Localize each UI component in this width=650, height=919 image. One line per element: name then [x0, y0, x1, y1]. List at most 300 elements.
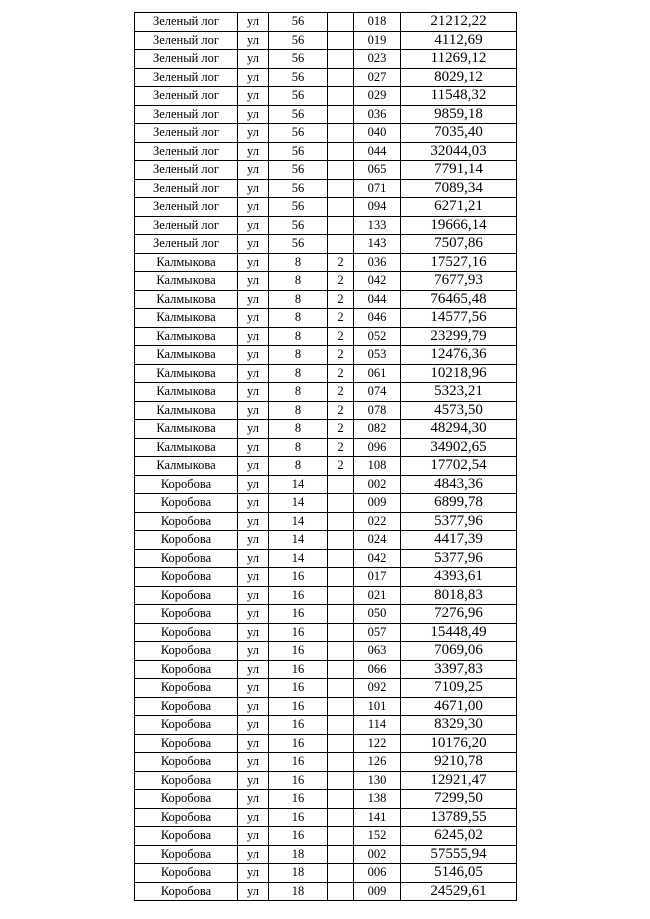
house-number-cell: 8 — [269, 346, 328, 365]
building-number-cell — [328, 771, 354, 790]
house-number-cell: 16 — [269, 790, 328, 809]
building-number-cell — [328, 198, 354, 217]
amount-cell: 9210,78 — [401, 753, 517, 772]
house-number-cell: 18 — [269, 882, 328, 901]
amount-cell: 5323,21 — [401, 383, 517, 402]
apartment-number-cell: 082 — [354, 420, 401, 439]
apartment-number-cell: 052 — [354, 327, 401, 346]
apartment-number-cell: 061 — [354, 364, 401, 383]
table-row — [135, 161, 517, 180]
apartment-number-cell: 021 — [354, 586, 401, 605]
table-row — [135, 623, 517, 642]
street-name-cell: Коробова — [135, 790, 238, 809]
table-body — [135, 13, 517, 901]
table-row — [135, 475, 517, 494]
street-name-cell: Зеленый лог — [135, 235, 238, 254]
street-type-cell: ул — [238, 198, 269, 217]
street-type-cell: ул — [238, 124, 269, 143]
table-row — [135, 864, 517, 883]
amount-cell: 23299,79 — [401, 327, 517, 346]
table-row — [135, 568, 517, 587]
table-row — [135, 105, 517, 124]
building-number-cell — [328, 623, 354, 642]
street-name-cell: Коробова — [135, 586, 238, 605]
apartment-number-cell: 065 — [354, 161, 401, 180]
table-row — [135, 438, 517, 457]
apartment-number-cell: 044 — [354, 290, 401, 309]
table-row — [135, 383, 517, 402]
table-row — [135, 198, 517, 217]
house-number-cell: 8 — [269, 383, 328, 402]
street-type-cell: ул — [238, 68, 269, 87]
table-row — [135, 50, 517, 69]
street-type-cell: ул — [238, 716, 269, 735]
street-type-cell: ул — [238, 475, 269, 494]
apartment-number-cell: 036 — [354, 253, 401, 272]
house-number-cell: 16 — [269, 660, 328, 679]
street-type-cell: ул — [238, 623, 269, 642]
street-type-cell: ул — [238, 438, 269, 457]
amount-cell: 10176,20 — [401, 734, 517, 753]
apartment-number-cell: 006 — [354, 864, 401, 883]
building-number-cell — [328, 235, 354, 254]
building-number-cell — [328, 531, 354, 550]
table-row — [135, 697, 517, 716]
building-number-cell: 2 — [328, 346, 354, 365]
house-number-cell: 8 — [269, 438, 328, 457]
street-name-cell: Коробова — [135, 494, 238, 513]
apartment-number-cell: 002 — [354, 475, 401, 494]
table-row — [135, 716, 517, 735]
street-name-cell: Коробова — [135, 697, 238, 716]
apartment-number-cell: 143 — [354, 235, 401, 254]
street-type-cell: ул — [238, 235, 269, 254]
building-number-cell — [328, 512, 354, 531]
building-number-cell — [328, 716, 354, 735]
table-row — [135, 605, 517, 624]
house-number-cell: 16 — [269, 642, 328, 661]
apartment-number-cell: 009 — [354, 882, 401, 901]
street-name-cell: Зеленый лог — [135, 87, 238, 106]
house-number-cell: 56 — [269, 50, 328, 69]
street-name-cell: Коробова — [135, 660, 238, 679]
amount-cell: 6899,78 — [401, 494, 517, 513]
street-name-cell: Зеленый лог — [135, 161, 238, 180]
house-number-cell: 8 — [269, 364, 328, 383]
building-number-cell — [328, 808, 354, 827]
apartment-number-cell: 036 — [354, 105, 401, 124]
apartment-number-cell: 022 — [354, 512, 401, 531]
street-type-cell: ул — [238, 290, 269, 309]
street-type-cell: ул — [238, 457, 269, 476]
house-number-cell: 56 — [269, 179, 328, 198]
apartment-number-cell: 019 — [354, 31, 401, 50]
street-name-cell: Коробова — [135, 642, 238, 661]
street-name-cell: Коробова — [135, 568, 238, 587]
street-type-cell: ул — [238, 420, 269, 439]
house-number-cell: 16 — [269, 753, 328, 772]
building-number-cell — [328, 216, 354, 235]
apartment-number-cell: 114 — [354, 716, 401, 735]
building-number-cell: 2 — [328, 383, 354, 402]
apartment-number-cell: 024 — [354, 531, 401, 550]
building-number-cell: 2 — [328, 401, 354, 420]
building-number-cell — [328, 87, 354, 106]
apartment-number-cell: 096 — [354, 438, 401, 457]
table-row — [135, 586, 517, 605]
building-number-cell — [328, 475, 354, 494]
apartment-number-cell: 009 — [354, 494, 401, 513]
street-name-cell: Калмыкова — [135, 346, 238, 365]
street-name-cell: Калмыкова — [135, 420, 238, 439]
street-type-cell: ул — [238, 753, 269, 772]
apartment-number-cell: 130 — [354, 771, 401, 790]
street-name-cell: Зеленый лог — [135, 124, 238, 143]
table-row — [135, 790, 517, 809]
building-number-cell — [328, 124, 354, 143]
amount-cell: 5146,05 — [401, 864, 517, 883]
building-number-cell — [328, 827, 354, 846]
street-name-cell: Зеленый лог — [135, 216, 238, 235]
building-number-cell — [328, 864, 354, 883]
table-row — [135, 235, 517, 254]
amount-cell: 3397,83 — [401, 660, 517, 679]
amount-cell: 12476,36 — [401, 346, 517, 365]
house-number-cell: 16 — [269, 808, 328, 827]
house-number-cell: 56 — [269, 13, 328, 32]
amount-cell: 7069,06 — [401, 642, 517, 661]
amount-cell: 7791,14 — [401, 161, 517, 180]
amount-cell: 7276,96 — [401, 605, 517, 624]
house-number-cell: 56 — [269, 216, 328, 235]
apartment-number-cell: 071 — [354, 179, 401, 198]
amount-cell: 8018,83 — [401, 586, 517, 605]
street-type-cell: ул — [238, 679, 269, 698]
table-row — [135, 13, 517, 32]
street-name-cell: Зеленый лог — [135, 68, 238, 87]
amount-cell: 10218,96 — [401, 364, 517, 383]
street-name-cell: Зеленый лог — [135, 179, 238, 198]
street-name-cell: Зеленый лог — [135, 13, 238, 32]
street-type-cell: ул — [238, 512, 269, 531]
street-name-cell: Зеленый лог — [135, 142, 238, 161]
street-type-cell: ул — [238, 346, 269, 365]
building-number-cell — [328, 882, 354, 901]
apartment-number-cell: 152 — [354, 827, 401, 846]
apartment-number-cell: 057 — [354, 623, 401, 642]
street-name-cell: Коробова — [135, 679, 238, 698]
building-number-cell — [328, 494, 354, 513]
street-type-cell: ул — [238, 364, 269, 383]
street-type-cell: ул — [238, 845, 269, 864]
house-number-cell: 8 — [269, 290, 328, 309]
apartment-number-cell: 050 — [354, 605, 401, 624]
street-type-cell: ул — [238, 87, 269, 106]
house-number-cell: 18 — [269, 845, 328, 864]
street-name-cell: Калмыкова — [135, 327, 238, 346]
apartment-number-cell: 101 — [354, 697, 401, 716]
street-type-cell: ул — [238, 216, 269, 235]
street-type-cell: ул — [238, 642, 269, 661]
apartment-number-cell: 063 — [354, 642, 401, 661]
street-type-cell: ул — [238, 827, 269, 846]
table-row — [135, 827, 517, 846]
table-row — [135, 494, 517, 513]
house-number-cell: 16 — [269, 827, 328, 846]
building-number-cell — [328, 845, 354, 864]
street-name-cell: Коробова — [135, 549, 238, 568]
table-row — [135, 660, 517, 679]
table-row — [135, 679, 517, 698]
apartment-number-cell: 122 — [354, 734, 401, 753]
house-number-cell: 16 — [269, 623, 328, 642]
table-row — [135, 87, 517, 106]
house-number-cell: 16 — [269, 697, 328, 716]
table-row — [135, 531, 517, 550]
amount-cell: 17527,16 — [401, 253, 517, 272]
building-number-cell — [328, 660, 354, 679]
house-number-cell: 16 — [269, 679, 328, 698]
street-type-cell: ул — [238, 568, 269, 587]
amount-cell: 15448,49 — [401, 623, 517, 642]
house-number-cell: 56 — [269, 235, 328, 254]
street-type-cell: ул — [238, 882, 269, 901]
amount-cell: 4417,39 — [401, 531, 517, 550]
street-type-cell: ул — [238, 864, 269, 883]
amount-cell: 13789,55 — [401, 808, 517, 827]
building-number-cell — [328, 142, 354, 161]
building-number-cell — [328, 13, 354, 32]
apartment-number-cell: 042 — [354, 272, 401, 291]
table-row — [135, 346, 517, 365]
amount-cell: 34902,65 — [401, 438, 517, 457]
street-name-cell: Коробова — [135, 734, 238, 753]
street-name-cell: Калмыкова — [135, 253, 238, 272]
building-number-cell — [328, 679, 354, 698]
amount-cell: 8329,30 — [401, 716, 517, 735]
building-number-cell: 2 — [328, 253, 354, 272]
table-row — [135, 882, 517, 901]
house-number-cell: 14 — [269, 494, 328, 513]
apartment-number-cell: 018 — [354, 13, 401, 32]
building-number-cell — [328, 642, 354, 661]
apartment-number-cell: 029 — [354, 87, 401, 106]
table-row — [135, 364, 517, 383]
street-name-cell: Коробова — [135, 623, 238, 642]
house-number-cell: 56 — [269, 68, 328, 87]
apartment-number-cell: 108 — [354, 457, 401, 476]
street-type-cell: ул — [238, 549, 269, 568]
apartment-number-cell: 074 — [354, 383, 401, 402]
street-type-cell: ул — [238, 142, 269, 161]
amount-cell: 7507,86 — [401, 235, 517, 254]
street-name-cell: Зеленый лог — [135, 31, 238, 50]
apartment-number-cell: 053 — [354, 346, 401, 365]
amount-cell: 48294,30 — [401, 420, 517, 439]
building-number-cell — [328, 50, 354, 69]
street-type-cell: ул — [238, 161, 269, 180]
building-number-cell: 2 — [328, 309, 354, 328]
amount-cell: 4112,69 — [401, 31, 517, 50]
amount-cell: 11548,32 — [401, 87, 517, 106]
amount-cell: 57555,94 — [401, 845, 517, 864]
amount-cell: 7035,40 — [401, 124, 517, 143]
building-number-cell: 2 — [328, 457, 354, 476]
table-row — [135, 309, 517, 328]
house-number-cell: 14 — [269, 531, 328, 550]
apartment-number-cell: 040 — [354, 124, 401, 143]
house-number-cell: 14 — [269, 512, 328, 531]
amount-cell: 6245,02 — [401, 827, 517, 846]
house-number-cell: 16 — [269, 586, 328, 605]
street-type-cell: ул — [238, 383, 269, 402]
building-number-cell — [328, 549, 354, 568]
table-row — [135, 68, 517, 87]
street-type-cell: ул — [238, 401, 269, 420]
table-row — [135, 401, 517, 420]
amount-cell: 19666,14 — [401, 216, 517, 235]
building-number-cell: 2 — [328, 290, 354, 309]
street-name-cell: Коробова — [135, 531, 238, 550]
apartment-number-cell: 133 — [354, 216, 401, 235]
house-number-cell: 14 — [269, 475, 328, 494]
street-type-cell: ул — [238, 272, 269, 291]
house-number-cell: 16 — [269, 771, 328, 790]
street-name-cell: Коробова — [135, 864, 238, 883]
table-row — [135, 808, 517, 827]
building-number-cell: 2 — [328, 438, 354, 457]
street-type-cell: ул — [238, 31, 269, 50]
amount-cell: 7299,50 — [401, 790, 517, 809]
street-name-cell: Зеленый лог — [135, 105, 238, 124]
street-name-cell: Калмыкова — [135, 401, 238, 420]
street-type-cell: ул — [238, 697, 269, 716]
apartment-number-cell: 027 — [354, 68, 401, 87]
table-row — [135, 179, 517, 198]
house-number-cell: 56 — [269, 142, 328, 161]
street-type-cell: ул — [238, 660, 269, 679]
house-number-cell: 16 — [269, 605, 328, 624]
street-name-cell: Коробова — [135, 845, 238, 864]
street-name-cell: Зеленый лог — [135, 50, 238, 69]
table-row — [135, 771, 517, 790]
street-type-cell: ул — [238, 771, 269, 790]
street-name-cell: Калмыкова — [135, 438, 238, 457]
house-number-cell: 16 — [269, 568, 328, 587]
apartment-number-cell: 044 — [354, 142, 401, 161]
building-number-cell — [328, 105, 354, 124]
table-row — [135, 124, 517, 143]
street-type-cell: ул — [238, 734, 269, 753]
street-name-cell: Коробова — [135, 882, 238, 901]
table-row — [135, 753, 517, 772]
amount-cell: 5377,96 — [401, 549, 517, 568]
table-row — [135, 512, 517, 531]
apartment-number-cell: 141 — [354, 808, 401, 827]
table-row — [135, 642, 517, 661]
table-row — [135, 142, 517, 161]
building-number-cell — [328, 586, 354, 605]
street-type-cell: ул — [238, 494, 269, 513]
building-number-cell — [328, 697, 354, 716]
street-name-cell: Коробова — [135, 771, 238, 790]
amount-cell: 24529,61 — [401, 882, 517, 901]
street-name-cell: Коробова — [135, 753, 238, 772]
building-number-cell — [328, 68, 354, 87]
apartment-number-cell: 094 — [354, 198, 401, 217]
street-type-cell: ул — [238, 253, 269, 272]
house-number-cell: 56 — [269, 198, 328, 217]
street-type-cell: ул — [238, 309, 269, 328]
apartment-number-cell: 042 — [354, 549, 401, 568]
table-row — [135, 420, 517, 439]
street-name-cell: Коробова — [135, 512, 238, 531]
table-row — [135, 253, 517, 272]
amount-cell: 76465,48 — [401, 290, 517, 309]
building-number-cell — [328, 753, 354, 772]
house-number-cell: 16 — [269, 734, 328, 753]
building-number-cell: 2 — [328, 420, 354, 439]
amount-cell: 9859,18 — [401, 105, 517, 124]
house-number-cell: 56 — [269, 31, 328, 50]
house-number-cell: 8 — [269, 309, 328, 328]
amount-cell: 21212,22 — [401, 13, 517, 32]
table-row — [135, 31, 517, 50]
amount-cell: 12921,47 — [401, 771, 517, 790]
street-type-cell: ул — [238, 808, 269, 827]
amount-cell: 4671,00 — [401, 697, 517, 716]
street-type-cell: ул — [238, 531, 269, 550]
street-name-cell: Коробова — [135, 605, 238, 624]
apartment-number-cell: 017 — [354, 568, 401, 587]
building-number-cell — [328, 568, 354, 587]
building-number-cell — [328, 605, 354, 624]
amount-cell: 5377,96 — [401, 512, 517, 531]
table-row — [135, 457, 517, 476]
apartment-number-cell: 138 — [354, 790, 401, 809]
amount-cell: 7089,34 — [401, 179, 517, 198]
house-number-cell: 14 — [269, 549, 328, 568]
house-number-cell: 8 — [269, 272, 328, 291]
amount-cell: 4843,36 — [401, 475, 517, 494]
building-number-cell — [328, 734, 354, 753]
amount-cell: 8029,12 — [401, 68, 517, 87]
apartment-number-cell: 002 — [354, 845, 401, 864]
house-number-cell: 56 — [269, 87, 328, 106]
street-type-cell: ул — [238, 327, 269, 346]
apartment-number-cell: 046 — [354, 309, 401, 328]
building-number-cell — [328, 161, 354, 180]
amount-cell: 32044,03 — [401, 142, 517, 161]
amount-cell: 7677,93 — [401, 272, 517, 291]
street-type-cell: ул — [238, 50, 269, 69]
amount-cell: 4573,50 — [401, 401, 517, 420]
street-type-cell: ул — [238, 605, 269, 624]
street-name-cell: Калмыкова — [135, 272, 238, 291]
house-number-cell: 8 — [269, 253, 328, 272]
apartment-number-cell: 066 — [354, 660, 401, 679]
street-type-cell: ул — [238, 13, 269, 32]
house-number-cell: 16 — [269, 716, 328, 735]
apartment-number-cell: 078 — [354, 401, 401, 420]
house-number-cell: 56 — [269, 124, 328, 143]
street-name-cell: Коробова — [135, 827, 238, 846]
building-number-cell — [328, 790, 354, 809]
house-number-cell: 8 — [269, 420, 328, 439]
table-row — [135, 549, 517, 568]
street-name-cell: Коробова — [135, 475, 238, 494]
street-name-cell: Калмыкова — [135, 383, 238, 402]
